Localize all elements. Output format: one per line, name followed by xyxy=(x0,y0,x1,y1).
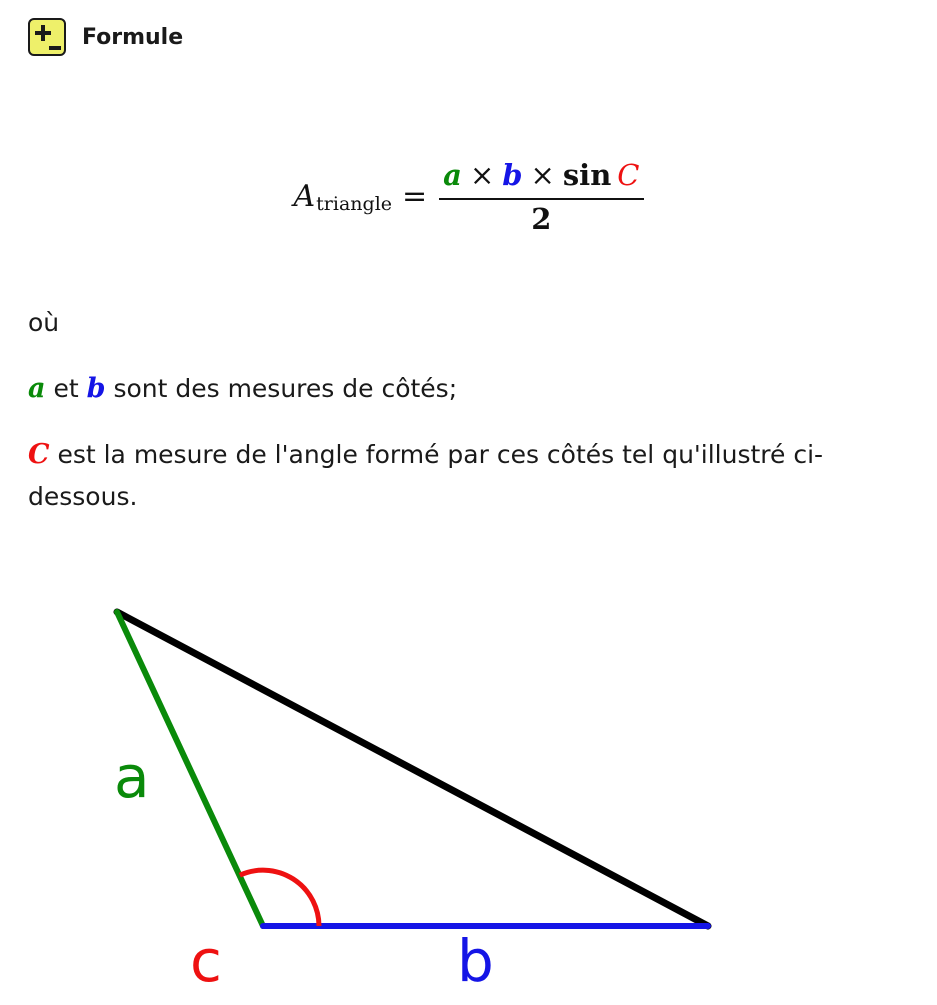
sides-var-a: a xyxy=(28,373,46,404)
formula-var-c: C xyxy=(617,158,640,192)
label-c: c xyxy=(190,927,222,995)
label-a: a xyxy=(114,743,150,811)
angle-rest: est la mesure de l'angle formé par ces côtés tel qu'illustré ci-dessous. xyxy=(28,440,824,511)
formula-fraction xyxy=(439,158,643,236)
triangle-diagram xyxy=(0,560,937,1005)
area-formula xyxy=(0,158,937,236)
angle-var-c: C xyxy=(28,439,50,470)
formula-sin: sin xyxy=(562,158,612,192)
formula-numerator xyxy=(439,158,643,198)
plus-minus-icon xyxy=(28,18,66,56)
angle-paragraph xyxy=(28,434,908,518)
formula-times-1: × xyxy=(469,158,495,192)
formula-area-symbol: A xyxy=(293,179,316,215)
sides-and: et xyxy=(53,374,79,403)
triangle-side-top xyxy=(117,612,708,926)
where-paragraph xyxy=(28,302,908,344)
where-text: où xyxy=(28,308,60,337)
formula-times-2: × xyxy=(530,158,555,192)
formula-var-a: a xyxy=(443,158,462,192)
formula-var-b: b xyxy=(502,158,523,192)
formula-lhs xyxy=(294,179,393,214)
sides-paragraph xyxy=(28,368,908,410)
formula-subscript: triangle xyxy=(316,193,393,216)
formula-denominator: 2 xyxy=(531,201,552,236)
sides-rest: sont des mesures de côtés; xyxy=(113,374,458,403)
section-title: Formule xyxy=(82,24,184,50)
label-b: b xyxy=(457,927,494,995)
formula-equals: = xyxy=(402,179,428,215)
sides-var-b: b xyxy=(86,373,106,404)
section-header xyxy=(28,16,183,58)
